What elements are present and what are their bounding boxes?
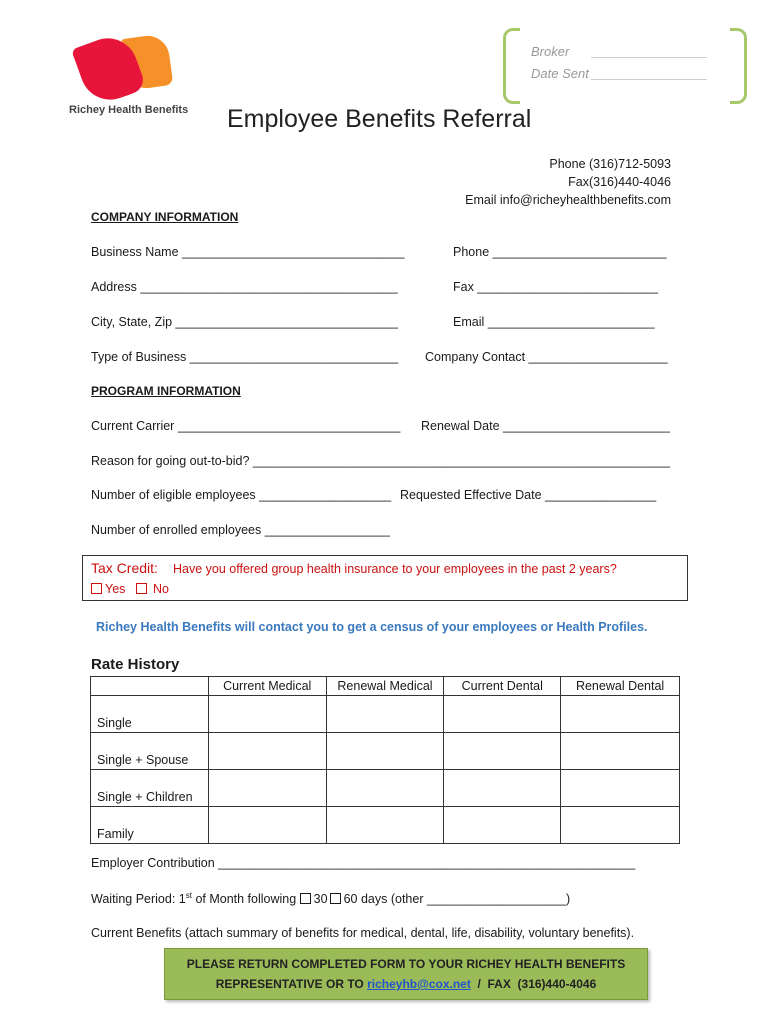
business-name-field[interactable]: Business Name ________________________________ [91,245,405,259]
address-field[interactable]: Address _____________________________________ [91,280,398,294]
enrolled-employees-field[interactable]: Number of enrolled employees __________________ [91,523,390,537]
rate-cell[interactable] [208,807,326,844]
waiting-30-checkbox[interactable] [300,893,311,904]
business-type-field[interactable]: Type of Business ______________________________ [91,350,399,364]
column-header: Renewal Dental [561,677,680,696]
return-line-2-prefix: REPRESENTATIVE OR TO [215,977,368,991]
current-carrier-field[interactable]: Current Carrier ________________________________ [91,419,401,433]
return-instructions-box [164,948,648,1000]
rate-cell[interactable] [326,733,444,770]
table-row [91,807,680,844]
waiting-prefix: Waiting Period: 1 [91,892,186,907]
broker-field[interactable]: ________________ [592,44,708,59]
return-line-1: PLEASE RETURN COMPLETED FORM TO YOUR RICHEY HEALTH BENEFITS [186,957,626,971]
rate-cell[interactable] [208,770,326,807]
waiting-60-label: 60 days (other ____________________) [343,892,571,907]
company-email-field[interactable]: Email ________________________ [453,315,655,329]
employer-contribution-field[interactable]: Employer Contribution ____________________________________________________________ [91,856,636,870]
contact-phone: Phone (316)712-5093 [549,157,671,171]
row-label: Single [91,696,209,733]
bracket-left [503,28,520,104]
city-state-zip-field[interactable]: City, State, Zip ________________________________ [91,315,398,329]
table-row [91,733,680,770]
rate-cell[interactable] [561,733,680,770]
tax-credit-label: Tax Credit: [91,560,158,576]
effective-date-field[interactable]: Requested Effective Date ________________ [400,488,657,502]
rate-cell[interactable] [326,770,444,807]
yes-label: Yes [105,582,126,596]
program-info-heading: PROGRAM INFORMATION [91,384,241,398]
rate-cell[interactable] [444,807,561,844]
rate-cell[interactable] [326,696,444,733]
column-header: Current Medical [208,677,326,696]
row-label: Family [91,807,209,844]
renewal-date-field[interactable]: Renewal Date ________________________ [421,419,670,433]
company-phone-field[interactable]: Phone _________________________ [453,245,667,259]
tax-credit-question: Have you offered group health insurance to your employees in the past 2 years? [173,562,617,576]
waiting-middle: of Month following [191,892,300,907]
company-fax-field[interactable]: Fax __________________________ [453,280,659,294]
table-row [91,696,680,733]
rate-history-title: Rate History [91,656,180,673]
row-label: Single + Spouse [91,733,209,770]
no-label: No [153,582,169,596]
email-link[interactable]: richeyhb@cox.net [367,977,471,991]
census-notice: Richey Health Benefits will contact you to get a census of your employees or Health Profiles. [96,620,648,634]
date-sent-label: Date Sent [531,66,589,81]
waiting-60-checkbox[interactable] [330,893,341,904]
waiting-30-label: 30 [313,892,328,907]
waiting-sup: st [185,891,192,900]
tax-no-option[interactable] [136,582,169,596]
tax-credit-box [82,555,688,601]
rate-cell[interactable] [444,696,561,733]
waiting-period-field[interactable] [91,891,570,906]
rate-cell[interactable] [561,807,680,844]
table-header-row [91,677,680,696]
rate-cell[interactable] [208,733,326,770]
column-header [91,677,209,696]
reason-field[interactable]: Reason for going out-to-bid? ____________________________________________________________ [91,454,671,468]
no-checkbox[interactable] [136,583,147,594]
broker-label: Broker [531,44,570,59]
contact-email: Email info@richeyhealthbenefits.com [465,193,671,207]
row-label: Single + Children [91,770,209,807]
logo-text: Richey Health Benefits [69,104,189,116]
contact-fax: Fax(316)440-4046 [568,175,671,189]
rate-cell[interactable] [208,696,326,733]
eligible-employees-field[interactable]: Number of eligible employees ___________________ [91,488,392,502]
bracket-right [730,28,747,104]
rate-cell[interactable] [561,770,680,807]
column-header: Current Dental [444,677,561,696]
return-line-2-suffix: / FAX (316)440-4046 [470,977,597,991]
current-benefits-text: Current Benefits (attach summary of benefits for medical, dental, life, disability, voluntary benefits). [91,926,635,940]
company-info-heading: COMPANY INFORMATION [91,210,239,224]
page-title: Employee Benefits Referral [227,105,532,133]
table-row [91,770,680,807]
rate-cell[interactable] [326,807,444,844]
yes-checkbox[interactable] [91,583,102,594]
tax-yes-option[interactable] [91,582,125,596]
rate-cell[interactable] [561,696,680,733]
date-sent-field[interactable]: ________________ [592,66,708,81]
return-line-2 [165,977,647,991]
rate-cell[interactable] [444,733,561,770]
rate-cell[interactable] [444,770,561,807]
company-contact-field[interactable]: Company Contact ____________________ [425,350,668,364]
rate-history-table [90,676,680,844]
column-header: Renewal Medical [326,677,444,696]
